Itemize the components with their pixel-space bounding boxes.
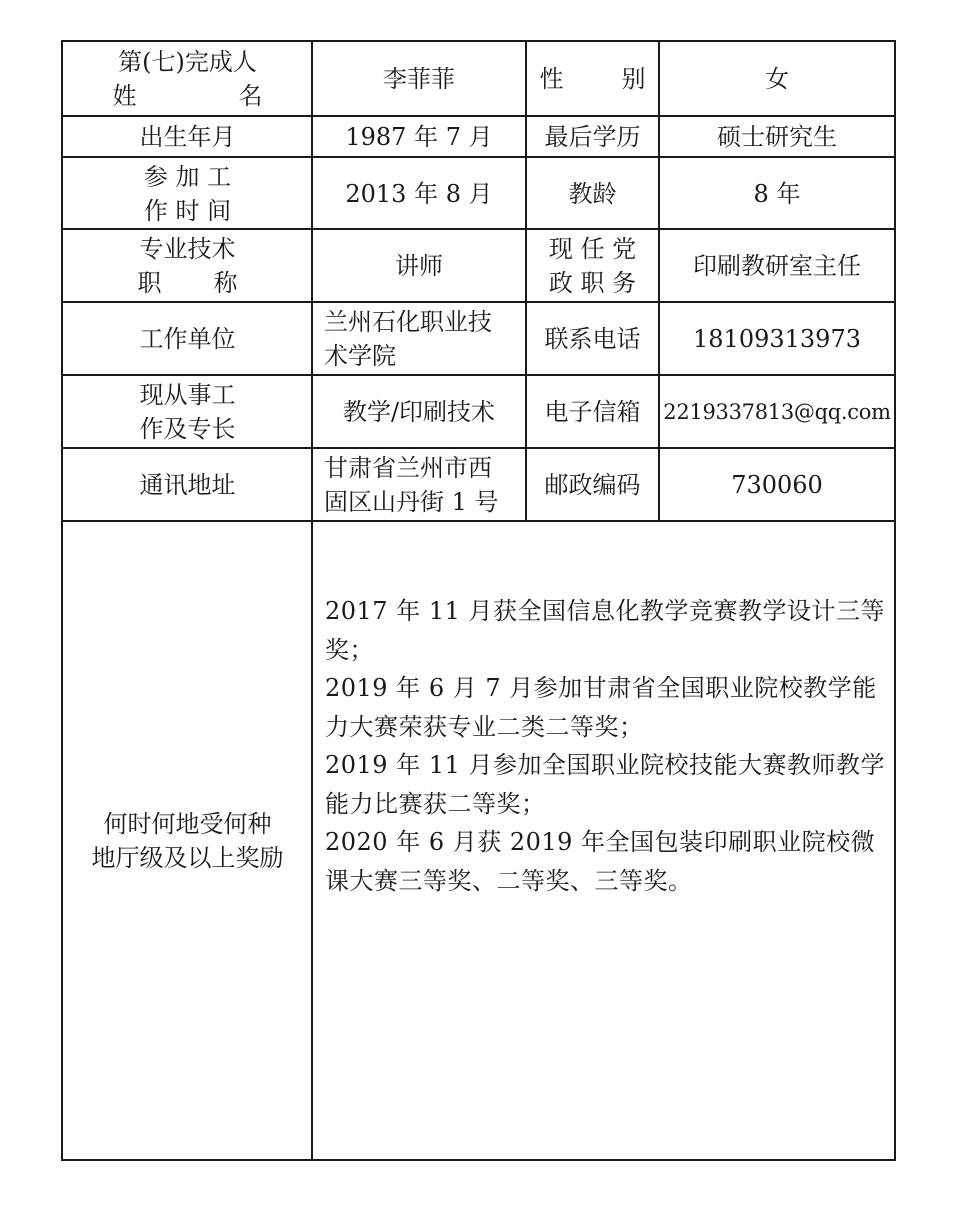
address-label: 通讯地址 — [139, 471, 236, 499]
address-value: 甘肃省兰州市西 固区山丹街 1 号 — [324, 454, 499, 516]
postcode-value: 730060 — [731, 471, 823, 499]
specialty-label: 现从事工 作及专长 — [139, 381, 236, 443]
education-label: 最后学历 — [544, 123, 641, 151]
award-item: 2020 年 6 月获 2019 年全国包装印刷职业院校微课大赛三等奖、二等奖、三等奖。 — [325, 828, 876, 895]
name-value: 李菲菲 — [383, 65, 455, 93]
title-label: 专业技术 职 称 — [137, 235, 238, 297]
work-start-value: 2013 年 8 月 — [345, 179, 493, 208]
email-label: 电子信箱 — [544, 398, 641, 426]
gender-value: 女 — [765, 65, 789, 93]
award-item: 2019 年 11 月参加全国职业院校技能大赛教师教学能力比赛获二等奖； — [325, 751, 886, 818]
email-value: 2219337813@qq.com — [663, 400, 891, 424]
birth-value: 1987 年 7 月 — [345, 123, 493, 151]
teaching-years-label: 教龄 — [568, 179, 617, 208]
position-label: 现 任 党 政 职 务 — [548, 235, 637, 297]
employer-value: 兰州石化职业技 术学院 — [324, 308, 492, 370]
position-value: 印刷教研室主任 — [693, 252, 861, 280]
award-item: 2017 年 11 月获全国信息化教学竞赛教学设计三等奖； — [325, 597, 886, 664]
phone-label: 联系电话 — [544, 325, 641, 353]
info-table — [61, 40, 896, 1161]
employer-label: 工作单位 — [139, 325, 236, 353]
awards-label: 何时何地受何种 地厅级及以上奖励 — [91, 809, 284, 872]
birth-label: 出生年月 — [139, 123, 236, 151]
teaching-years-value: 8 年 — [753, 179, 801, 208]
title-value: 讲师 — [395, 252, 443, 280]
postcode-label: 邮政编码 — [544, 471, 641, 499]
work-start-label: 参 加 工 作 时 间 — [143, 162, 232, 225]
specialty-value: 教学/印刷技术 — [342, 398, 496, 426]
education-value: 硕士研究生 — [717, 123, 837, 151]
name-label-line1: 第(七)完成人 — [118, 48, 257, 76]
awards-list — [325, 592, 891, 900]
name-label-cell — [63, 42, 312, 116]
award-item: 2019 年 6 月 7 月参加甘肃省全国职业院校教学能力大赛荣获专业二类二等奖； — [325, 674, 877, 741]
name-label-line2: 姓 名 — [112, 82, 263, 110]
gender-label-cell: 性 别 — [539, 65, 646, 93]
phone-value: 18109313973 — [693, 325, 861, 353]
